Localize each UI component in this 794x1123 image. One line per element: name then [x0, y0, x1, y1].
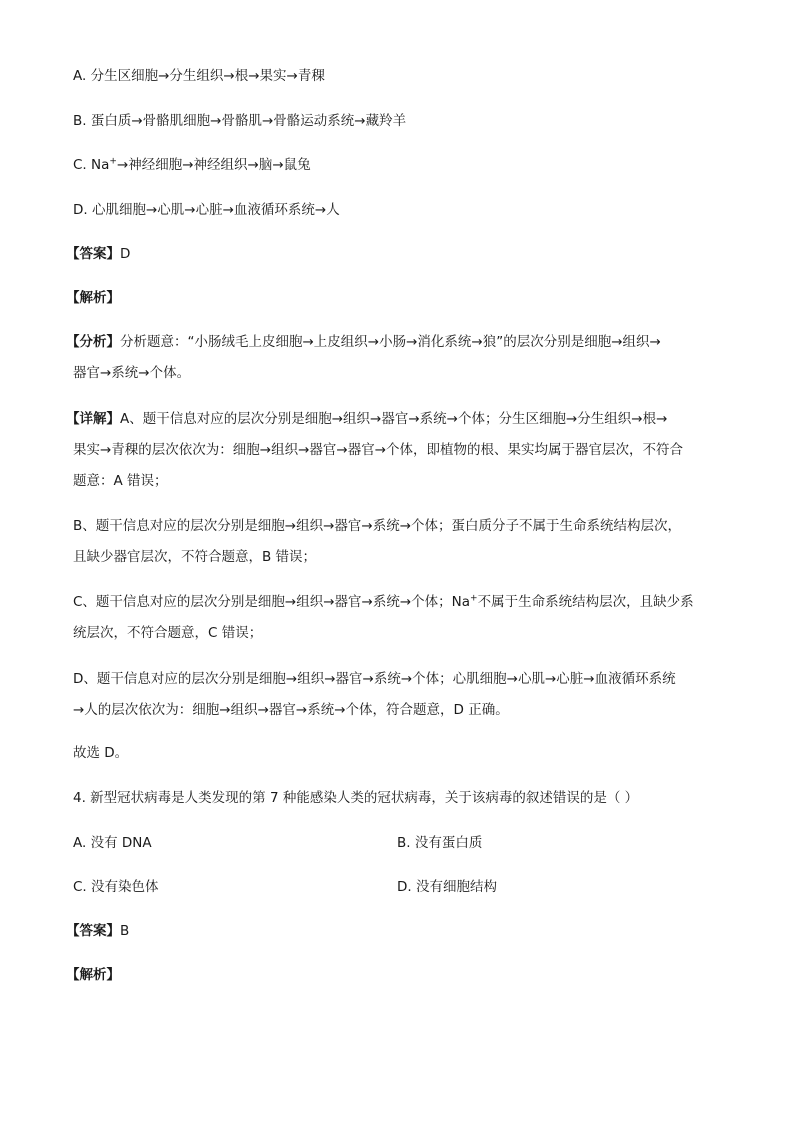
q3-xiangjie-a-line-1-text: A、题干信息对应的层次分别是细胞→组织→器官→系统→个体；分生区细胞→分生组织→根→	[120, 411, 668, 427]
q3-xiangjie-a-line-2: 果实→青稞的层次依次为：细胞→组织→器官→器官→个体，即植物的根、果实均属于器官层次，不符合	[73, 442, 684, 458]
q3-c-line-2: 统层次，不符合题意，C 错误；	[73, 625, 263, 641]
q4-answer	[66, 921, 129, 941]
q3-option-b: B. 蛋白质→骨骼肌细胞→骨骼肌→骨骼运动系统→藏羚羊	[73, 113, 407, 129]
q3-xiangjie-a-line-1	[66, 404, 716, 435]
q3-answer-tag: 【答案】	[66, 246, 120, 262]
q3-xiangjie-a-paragraph	[66, 404, 716, 497]
q4-stem: 4. 新型冠状病毒是人类发现的第 7 种能感染人类的冠状病毒，关于该病毒的叙述错误的是（ ）	[73, 790, 639, 806]
q3-c-line-1-post: 不属于生命系统结构层次，且缺少系	[477, 594, 694, 610]
q4-option-c: C. 没有染色体	[73, 879, 159, 895]
q3-xiangjie-tag: 【详解】	[66, 411, 120, 427]
q3-analysis-tag: 【解析】	[66, 290, 120, 306]
q3-option-c-post: →神经细胞→神经组织→脑→鼠兔	[116, 157, 311, 173]
q3-c-line-1	[73, 587, 723, 618]
q3-conclusion: 故选 D。	[73, 745, 129, 761]
q3-d-line-2: →人的层次依次为：细胞→组织→器官→系统→个体，符合题意，D 正确。	[73, 702, 509, 718]
q3-c-line-1-sup: +	[470, 593, 478, 604]
q4-analysis-tag: 【解析】	[66, 967, 120, 983]
q3-option-a: A. 分生区细胞→分生组织→根→果实→青稞	[73, 68, 325, 84]
q3-fenxi-line-2: 器官→系统→个体。	[73, 365, 191, 381]
q3-c-line-1-pre: C、题干信息对应的层次分别是细胞→组织→器官→系统→个体；Na	[73, 594, 471, 610]
q3-fenxi-line-1-text: 分析题意：“小肠绒毛上皮细胞→上皮组织→小肠→消化系统→狼”的层次分别是细胞→组织→	[120, 334, 661, 350]
q3-d-line-1: D、题干信息对应的层次分别是细胞→组织→器官→系统→个体；心肌细胞→心肌→心脏→血液循环系统	[73, 671, 676, 687]
q3-b-paragraph	[73, 511, 723, 573]
q3-option-c	[73, 155, 311, 175]
q3-analysis-heading	[66, 288, 120, 308]
q3-answer	[66, 244, 130, 264]
q3-option-d: D. 心肌细胞→心肌→心脏→血液循环系统→人	[73, 202, 340, 218]
q3-fenxi-paragraph	[66, 327, 716, 389]
q3-d-paragraph	[73, 664, 723, 726]
q3-fenxi-line-1	[66, 327, 716, 358]
q3-option-c-pre: C. Na	[73, 157, 110, 173]
q3-xiangjie-a-line-3: 题意：A 错误；	[73, 473, 168, 489]
q4-answer-value: B	[120, 923, 130, 939]
q3-c-paragraph	[73, 587, 723, 649]
q3-b-line-2: 且缺少器官层次，不符合题意，B 错误；	[73, 549, 317, 565]
q4-answer-tag: 【答案】	[66, 923, 120, 939]
q3-answer-value: D	[120, 246, 131, 262]
q4-option-a: A. 没有 DNA	[73, 835, 152, 851]
q4-analysis-heading	[66, 965, 120, 985]
q3-option-c-sup: +	[109, 156, 117, 167]
q4-option-d: D. 没有细胞结构	[397, 879, 497, 895]
q3-b-line-1: B、题干信息对应的层次分别是细胞→组织→器官→系统→个体；蛋白质分子不属于生命系统结构层次，	[73, 518, 682, 534]
q3-fenxi-tag: 【分析】	[66, 334, 120, 350]
q4-option-b: B. 没有蛋白质	[397, 835, 483, 851]
